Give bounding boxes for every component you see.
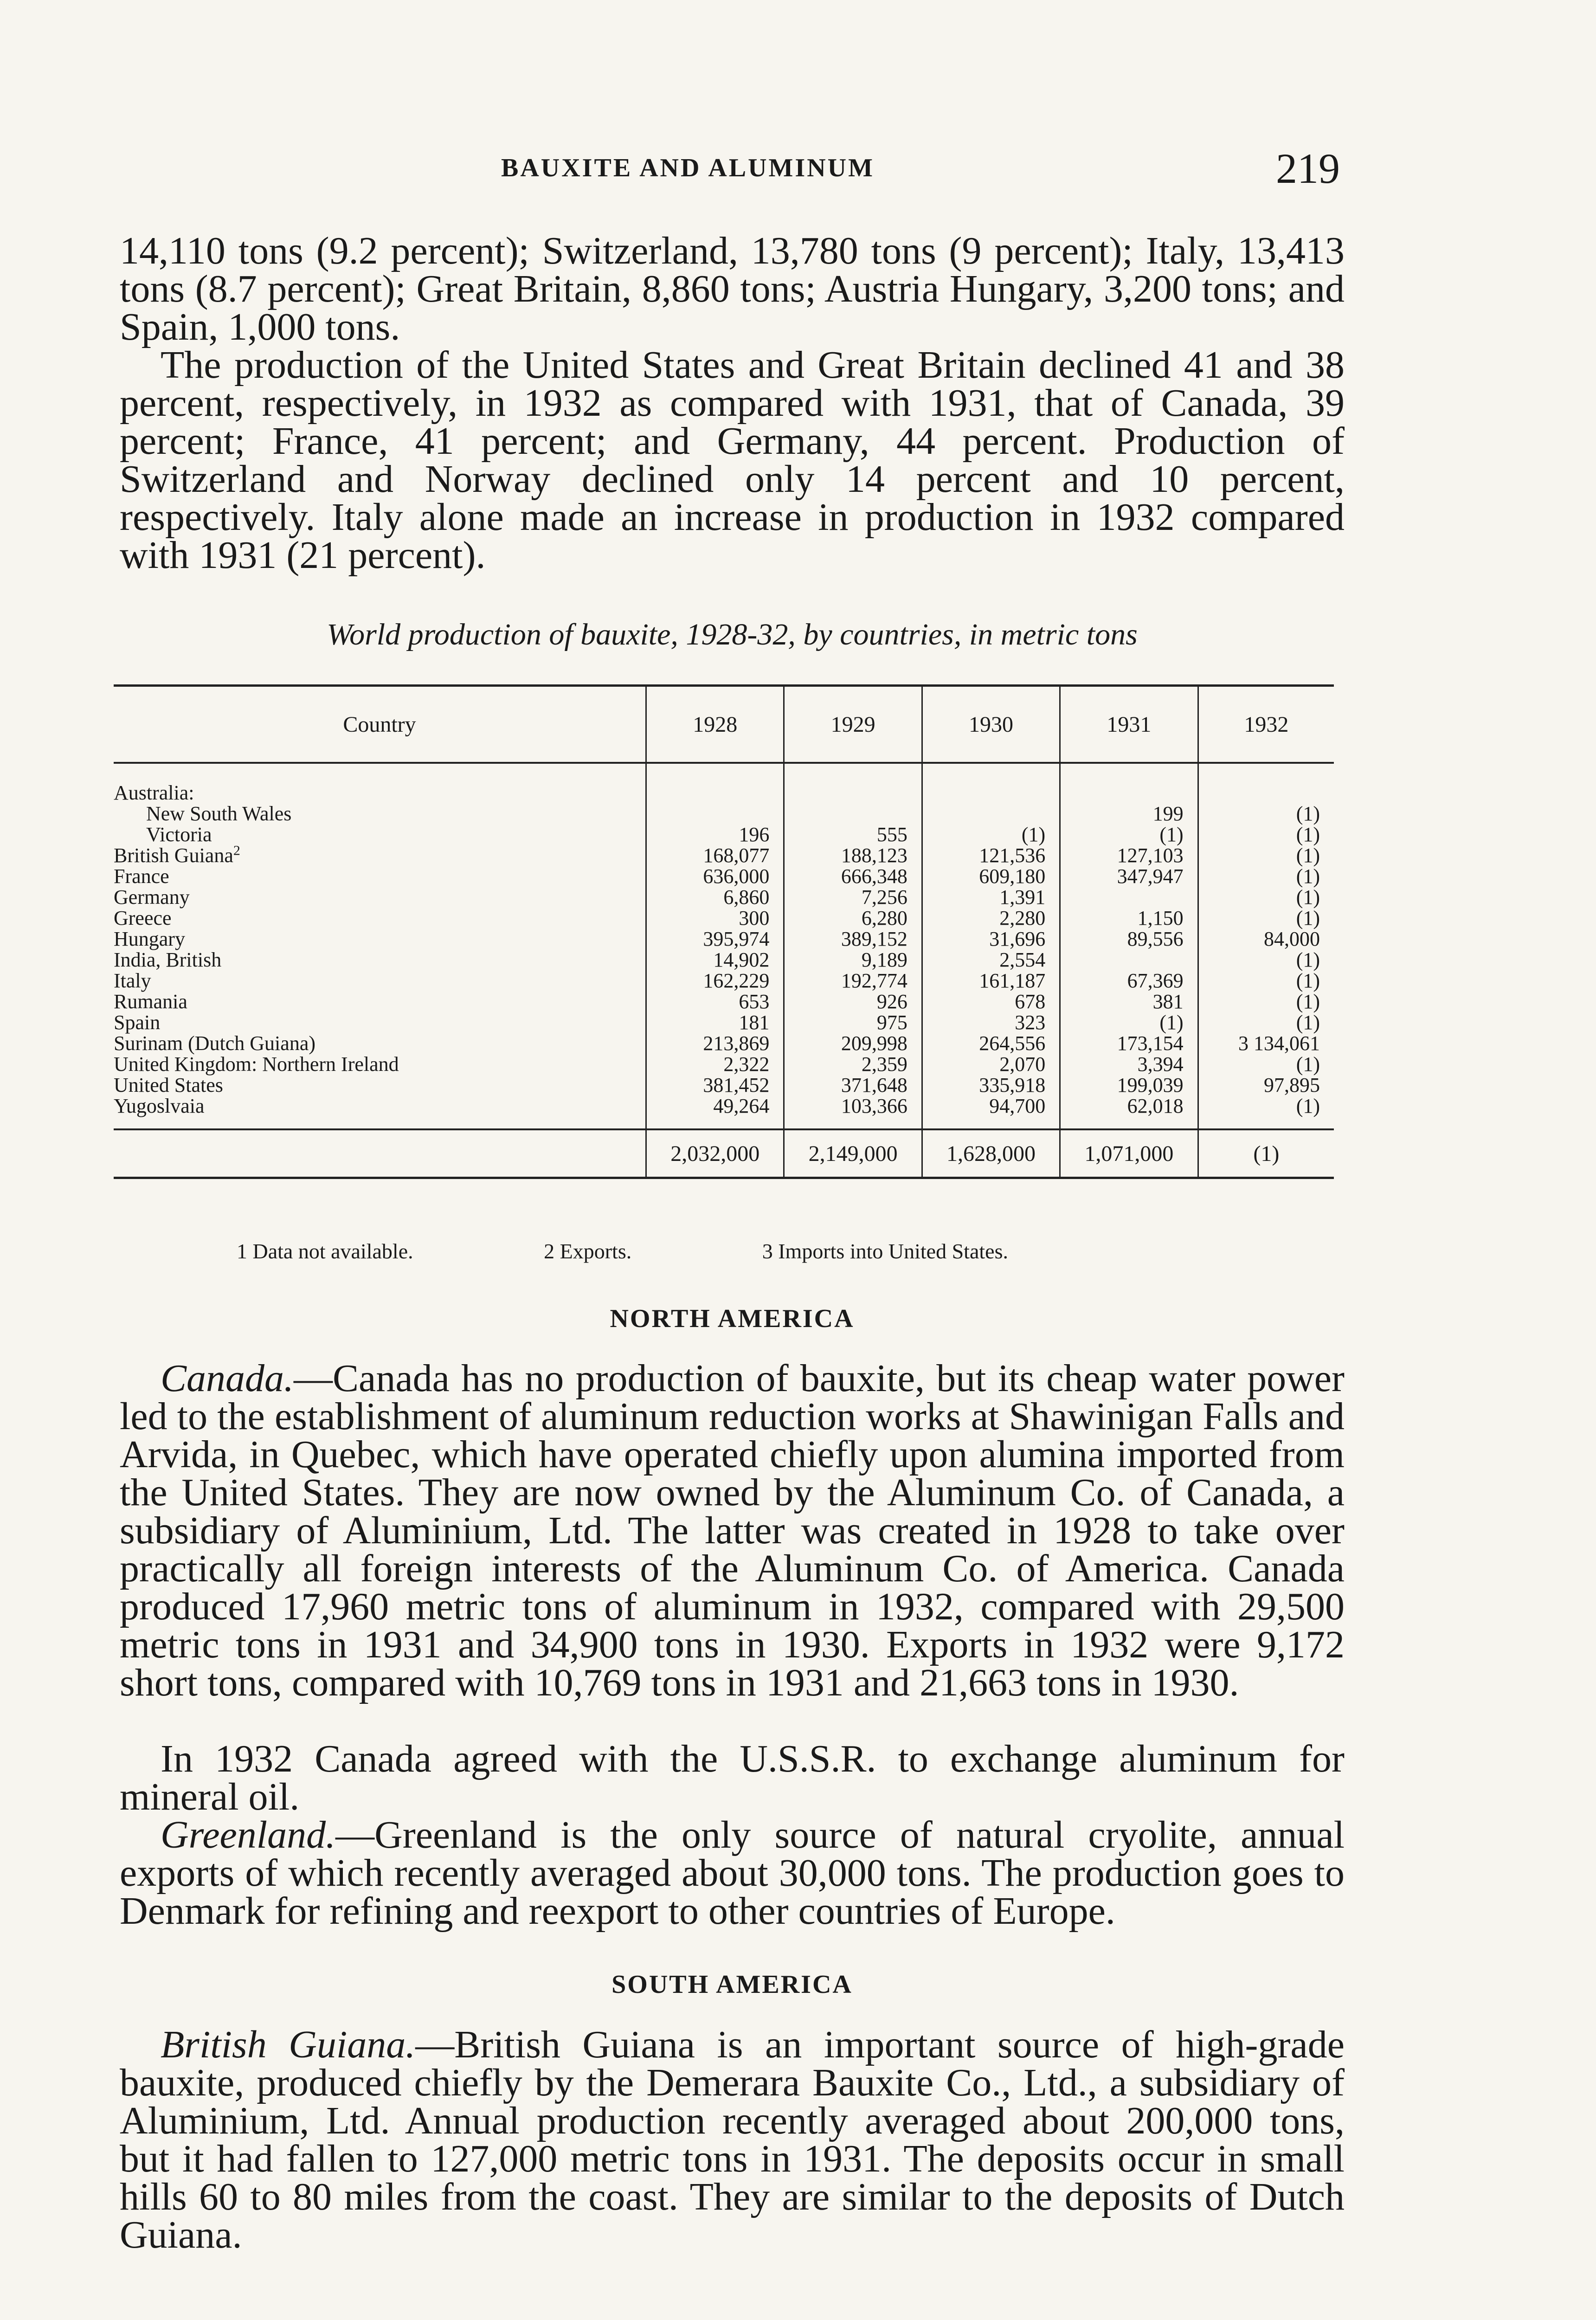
table-row (114, 1075, 1334, 1096)
value-cell (1060, 887, 1198, 908)
value-cell: 161,187 (922, 970, 1060, 991)
column-header-1929: 1929 (784, 686, 922, 763)
table-row (114, 803, 1334, 824)
value-cell: 121,536 (922, 845, 1060, 866)
country-cell (114, 1033, 646, 1054)
country-cell (114, 887, 646, 908)
value-cell: 213,869 (646, 1033, 784, 1054)
country-cell (114, 1075, 646, 1096)
country-name: Yugoslvaia (114, 1095, 205, 1117)
total-1928: 2,032,000 (646, 1129, 784, 1178)
footnote-marker: 2 (233, 843, 240, 858)
country-name: Italy (114, 969, 151, 992)
value-cell: 381 (1060, 991, 1198, 1012)
country-name: Surinam (Dutch Guiana) (114, 1032, 315, 1055)
value-cell: 181 (646, 1012, 784, 1033)
value-cell (784, 763, 922, 803)
column-header-country: Country (114, 686, 646, 763)
value-cell: 2,070 (922, 1054, 1060, 1075)
column-header-1930: 1930 (922, 686, 1060, 763)
value-cell: 31,696 (922, 928, 1060, 949)
footnote-3: 3 Imports into United States. (762, 1239, 1008, 1263)
value-cell: 2,322 (646, 1054, 784, 1075)
canada-paragraph-2: In 1932 Canada agreed with the U.S.S.R. to exchange aluminum for mineral oil. (120, 1737, 1345, 1818)
totals-row (114, 1129, 1334, 1178)
country-name: India, British (114, 948, 222, 971)
value-cell: (1) (1198, 845, 1334, 866)
table-row (114, 845, 1334, 866)
value-cell: 103,366 (784, 1096, 922, 1129)
value-cell (646, 803, 784, 824)
value-cell: 209,998 (784, 1033, 922, 1054)
table-body (114, 763, 1334, 1129)
country-name: Victoria (146, 823, 212, 846)
table-header-row (114, 686, 1334, 763)
value-cell: 926 (784, 991, 922, 1012)
table-row (114, 1012, 1334, 1033)
value-cell: (1) (1198, 949, 1334, 970)
value-cell: 555 (784, 824, 922, 845)
value-cell: 3,394 (1060, 1054, 1198, 1075)
table-row (114, 1033, 1334, 1054)
value-cell: (1) (1198, 887, 1334, 908)
column-header-1928: 1928 (646, 686, 784, 763)
value-cell: 636,000 (646, 866, 784, 887)
value-cell: 7,256 (784, 887, 922, 908)
country-cell (114, 845, 646, 866)
intro-paragraph-2: The production of the United States and Great Britain declined 41 and 38 percent, respectively, in 1932 as compared with 1931, that of Canada, 39 percent; France, 41 percent; and Germany, 44 percent. Production of Switzerland and Norway declined only 14 percent and 10 percent, respectively. Italy alone made an increase in production in 1932 compared with 1931 (21 percent). (120, 343, 1345, 577)
value-cell (922, 803, 1060, 824)
value-cell: 653 (646, 991, 784, 1012)
value-cell: 89,556 (1060, 928, 1198, 949)
value-cell: 1,150 (1060, 908, 1198, 928)
country-cell (114, 763, 646, 803)
value-cell: 1,391 (922, 887, 1060, 908)
intro-paragraph-1: 14,110 tons (9.2 percent); Switzerland, 13,780 tons (9 percent); Italy, 13,413 tons (8.7 percent); Great Britain, 8,860 tons; Austria Hungary, 3,200 tons; and Spain, 1,000 tons. (120, 229, 1345, 348)
value-cell: 335,918 (922, 1075, 1060, 1096)
value-cell: 3 134,061 (1198, 1033, 1334, 1054)
country-name: Greece (114, 907, 172, 929)
value-cell: (1) (1198, 970, 1334, 991)
country-name: France (114, 865, 169, 888)
country-cell (114, 1054, 646, 1075)
value-cell: 162,229 (646, 970, 784, 991)
value-cell: 127,103 (1060, 845, 1198, 866)
value-cell: 6,280 (784, 908, 922, 928)
country-cell (114, 949, 646, 970)
value-cell: 97,895 (1198, 1075, 1334, 1096)
value-cell (1198, 763, 1334, 803)
table-row (114, 949, 1334, 970)
table-row (114, 908, 1334, 928)
value-cell: 2,280 (922, 908, 1060, 928)
value-cell: 609,180 (922, 866, 1060, 887)
value-cell: (1) (1198, 866, 1334, 887)
table-row (114, 1096, 1334, 1129)
country-cell (114, 928, 646, 949)
country-cell (114, 991, 646, 1012)
table-footnotes (237, 1239, 1257, 1263)
value-cell: (1) (1198, 1096, 1334, 1129)
country-name: Germany (114, 886, 190, 909)
footnote-1: 1 Data not available. (237, 1239, 413, 1263)
british-guiana-text: —British Guiana is an important source of high-grade bauxite, produced chiefly by the Demerara Bauxite Co., Ltd., a subsidiary of Aluminium, Ltd. Annual production recently averaged about 200,000 tons, but it had fallen to 127,000 metric tons in 1931. The deposits occur in small hills 60 to 80 miles from the coast. They are similar to the deposits of Dutch Guiana. (120, 2023, 1345, 2256)
table-row (114, 887, 1334, 908)
country-name: Rumania (114, 990, 187, 1013)
value-cell (646, 763, 784, 803)
value-cell: (1) (1198, 803, 1334, 824)
country-name: New South Wales (146, 802, 292, 825)
country-name: Hungary (114, 928, 185, 950)
value-cell: 192,774 (784, 970, 922, 991)
value-cell: 2,554 (922, 949, 1060, 970)
canada-text: —Canada has no production of bauxite, but its cheap water power led to the establishment of aluminum reduction works at Shawinigan Falls and Arvida, in Quebec, which have operated chiefly upon alumina imported from the United States. They are now owned by the Aluminum Co. of Canada, a subsidiary of Aluminium, Ltd. The latter was created in 1928 to take over practically all foreign interests of the Aluminum Co. of America. Canada produced 17,960 metric tons of aluminum in 1932, compared with 29,500 metric tons in 1931 and 34,900 tons in 1930. Exports in 1932 were 9,172 short tons, compared with 10,769 tons in 1931 and 21,663 tons in 1930. (120, 1357, 1345, 1704)
british-guiana-paragraph (120, 2023, 1345, 2256)
country-name: Spain (114, 1011, 161, 1034)
table-row (114, 970, 1334, 991)
production-table-wrapper (114, 684, 1334, 1179)
value-cell: 9,189 (784, 949, 922, 970)
value-cell: (1) (1198, 908, 1334, 928)
country-cell (114, 908, 646, 928)
table-row (114, 866, 1334, 887)
value-cell (922, 763, 1060, 803)
running-title: BAUXITE AND ALUMINUM (501, 154, 875, 182)
table-caption: World production of bauxite, 1928-32, by countries, in metric tons (327, 618, 1138, 651)
value-cell: 300 (646, 908, 784, 928)
table-row (114, 928, 1334, 949)
greenland-text: —Greenland is the only source of natural cryolite, annual exports of which recently averaged about 30,000 tons. The production goes to Denmark for refining and reexport to other countries of Europe. (120, 1813, 1345, 1933)
column-header-1931: 1931 (1060, 686, 1198, 763)
table-row (114, 1054, 1334, 1075)
value-cell: 84,000 (1198, 928, 1334, 949)
table-row (114, 824, 1334, 845)
value-cell: 381,452 (646, 1075, 784, 1096)
page-number: 219 (1276, 145, 1340, 192)
bauxite-production-table (114, 684, 1334, 1179)
value-cell: 49,264 (646, 1096, 784, 1129)
country-name: United States (114, 1074, 223, 1096)
value-cell: 395,974 (646, 928, 784, 949)
country-name: Australia: (114, 781, 194, 804)
value-cell: (1) (1060, 824, 1198, 845)
value-cell: 168,077 (646, 845, 784, 866)
value-cell: 371,648 (784, 1075, 922, 1096)
country-cell (114, 970, 646, 991)
value-cell: (1) (1198, 824, 1334, 845)
value-cell: 62,018 (1060, 1096, 1198, 1129)
country-cell (114, 1096, 646, 1129)
table-row (114, 991, 1334, 1012)
value-cell: 678 (922, 991, 1060, 1012)
value-cell: 173,154 (1060, 1033, 1198, 1054)
value-cell: 323 (922, 1012, 1060, 1033)
value-cell (1060, 763, 1198, 803)
country-cell (114, 803, 646, 824)
value-cell: 975 (784, 1012, 922, 1033)
total-1932: (1) (1198, 1129, 1334, 1178)
value-cell: 389,152 (784, 928, 922, 949)
value-cell: 2,359 (784, 1054, 922, 1075)
value-cell: 188,123 (784, 845, 922, 866)
total-1931: 1,071,000 (1060, 1129, 1198, 1178)
value-cell: 347,947 (1060, 866, 1198, 887)
value-cell: (1) (922, 824, 1060, 845)
british-guiana-lead: British Guiana. (161, 2023, 416, 2066)
total-1929: 2,149,000 (784, 1129, 922, 1178)
value-cell (1060, 949, 1198, 970)
value-cell: 67,369 (1060, 970, 1198, 991)
country-cell (114, 824, 646, 845)
value-cell: 199 (1060, 803, 1198, 824)
value-cell: 196 (646, 824, 784, 845)
greenland-paragraph (120, 1813, 1345, 1933)
totals-label-cell (114, 1129, 646, 1178)
value-cell: 666,348 (784, 866, 922, 887)
value-cell: 264,556 (922, 1033, 1060, 1054)
canada-paragraph (120, 1357, 1345, 1704)
value-cell: 94,700 (922, 1096, 1060, 1129)
greenland-lead: Greenland. (161, 1813, 336, 1856)
value-cell (784, 803, 922, 824)
country-name: United Kingdom: Northern Ireland (114, 1053, 399, 1076)
value-cell: (1) (1198, 1054, 1334, 1075)
value-cell: (1) (1060, 1012, 1198, 1033)
value-cell: 199,039 (1060, 1075, 1198, 1096)
column-header-1932: 1932 (1198, 686, 1334, 763)
canada-lead: Canada. (161, 1357, 294, 1400)
country-cell (114, 866, 646, 887)
value-cell: (1) (1198, 991, 1334, 1012)
value-cell: (1) (1198, 1012, 1334, 1033)
total-1930: 1,628,000 (922, 1129, 1060, 1178)
footnote-2: 2 Exports. (544, 1239, 632, 1263)
value-cell: 14,902 (646, 949, 784, 970)
section-heading-north-america: NORTH AMERICA (610, 1304, 855, 1333)
section-heading-south-america: SOUTH AMERICA (611, 1970, 853, 1999)
country-name: British Guiana (114, 844, 233, 867)
value-cell: 6,860 (646, 887, 784, 908)
country-cell (114, 1012, 646, 1033)
table-row (114, 763, 1334, 803)
